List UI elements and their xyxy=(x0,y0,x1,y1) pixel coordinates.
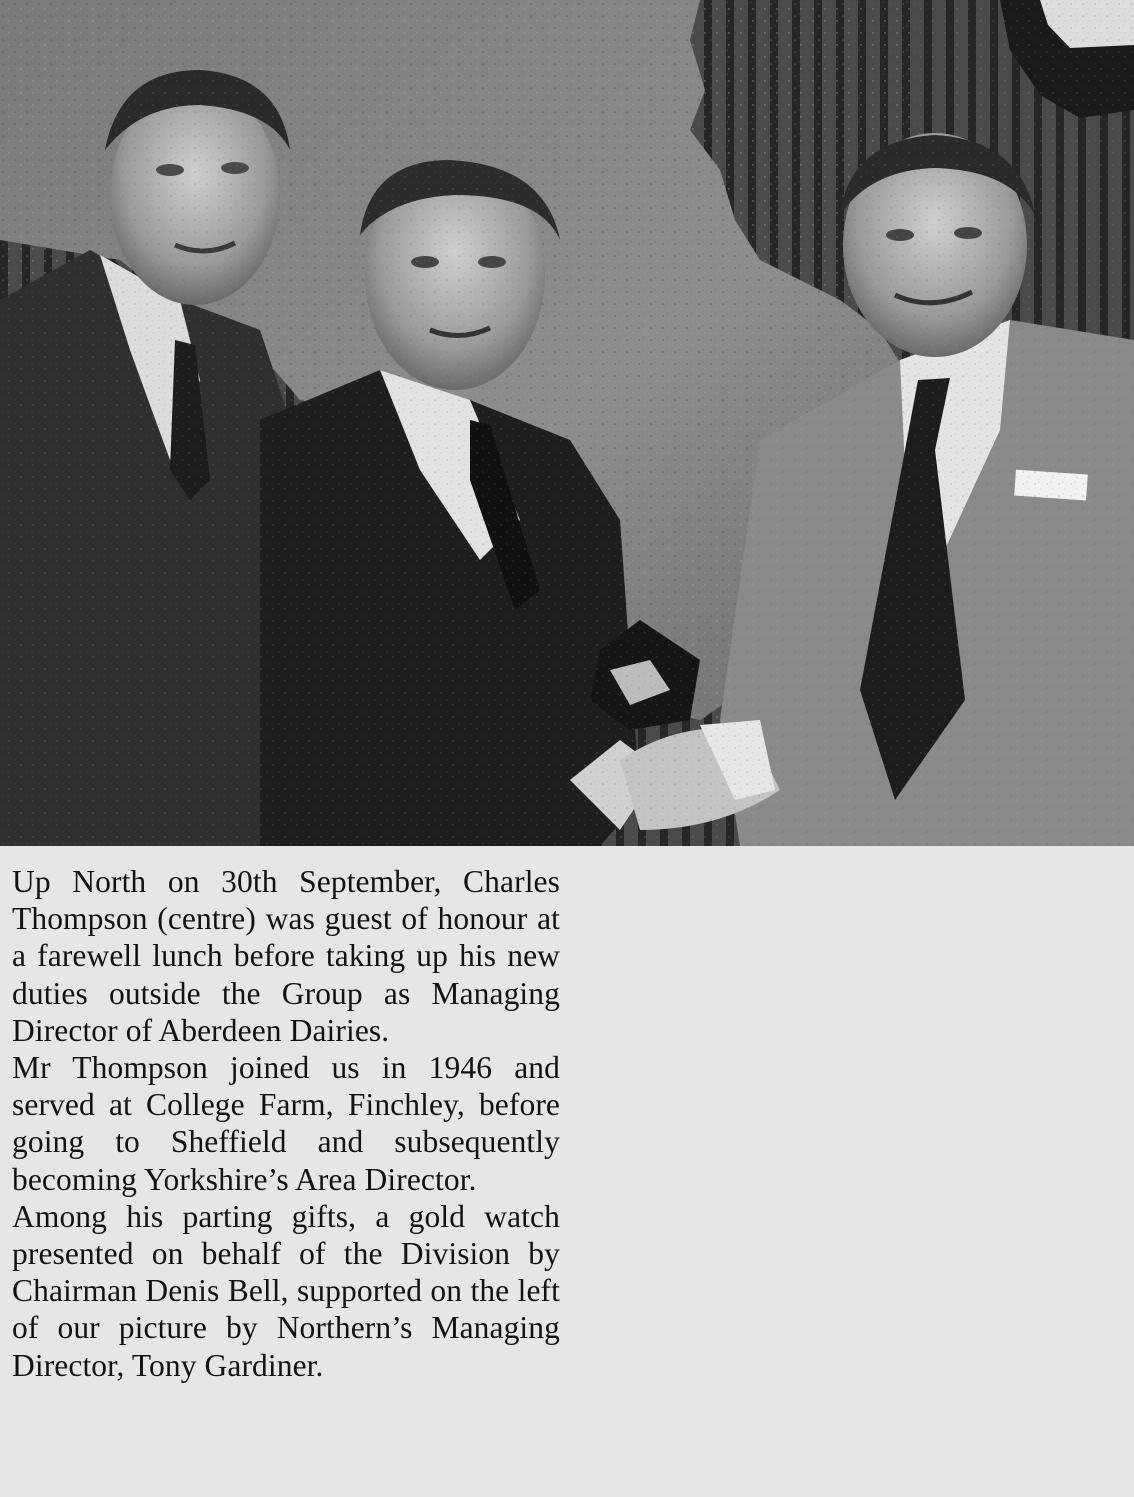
caption-paragraph-2: Mr Thompson joined us in 1946 and served at College Farm, Finchley, before going to Sheffield and subsequently becoming Yorkshire’s Area Director. xyxy=(12,1050,560,1197)
photo-caption xyxy=(12,863,560,1384)
caption-paragraph-1: Up North on 30th September, Charles Thompson (centre) was guest of honour at a farewell lunch before taking up his new duties outside the Group as Managing Director of Aberdeen Dairies. xyxy=(12,864,560,1048)
caption-paragraph-3: Among his parting gifts, a gold watch presented on behalf of the Division by Chairman Denis Bell, supported on the left of our picture by Northern’s Managing Director, Tony Gardiner. xyxy=(12,1198,560,1383)
